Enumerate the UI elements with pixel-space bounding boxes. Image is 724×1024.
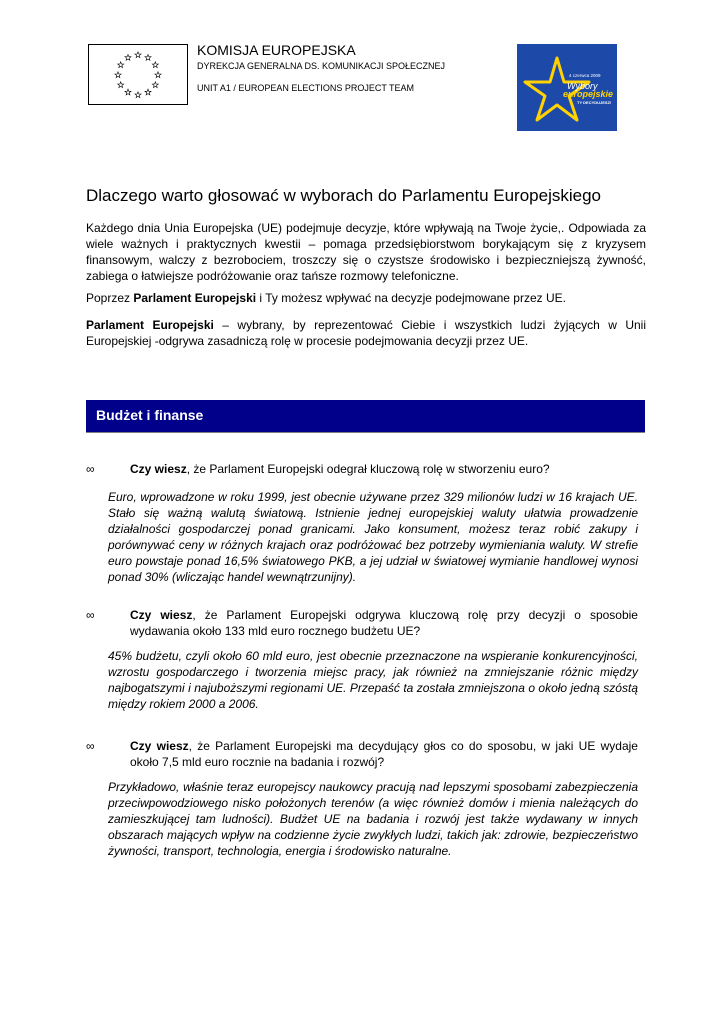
p3-bold: Parlament Europejski <box>86 318 214 332</box>
unit-name: UNIT A1 / EUROPEAN ELECTIONS PROJECT TEAM <box>197 83 415 93</box>
star-icon <box>145 54 151 60</box>
answer-3: Przykładowo, właśnie teraz europejscy naukowcy pracują nad lepszymi sposobami zabezpieczenia przeciwpowodziowego nisko położonych terenów (a więc również domów i mienia należących do zamieszkującej tam ludności). Budżet UE na badania i rozwój jest także wydawany w innych obszarach mających wpływ na codzienne życie zwykłych ludzi, takich jak: zdrowie, bezpieczeństwo żywności, transport, technologia, energia i środowisko naturalne. <box>108 780 638 858</box>
p2-pre: Poprzez <box>86 291 134 305</box>
question-2-lead: Czy wiesz <box>130 608 193 622</box>
commission-title: KOMISJA EUROPEJSKA <box>197 42 356 58</box>
page-title: Dlaczego warto głosować w wyborach do Parlamentu Europejskiego <box>86 186 601 205</box>
question-3 <box>130 738 638 770</box>
question-3-lead: Czy wiesz <box>130 739 189 753</box>
question-1 <box>130 461 638 477</box>
intro-paragraph-1: Każdego dnia Unia Europejska (UE) podejmuje decyzje, które wpływają na Twoje życie,. Odpowiada za wiele ważnych i praktycznych kwestii – pomaga przedsiębiorstwom borykającym się z kryzysem finansowym, walczy z bezrobociem, troszczy się o czystsze środowisko i bezpieczniejszą żywność, zabiega o łatwiejsze podróżowanie oraz tańsze rozmowy telefoniczne. <box>86 221 646 283</box>
star-icon <box>145 89 151 95</box>
p2-post: i Ty możesz wpływać na decyzje podejmowane przez UE. <box>256 291 566 305</box>
star-icon <box>135 52 141 58</box>
star-icon <box>155 72 161 78</box>
section-title: Budżet i finanse <box>96 407 204 423</box>
p2-bold: Parlament Europejski <box>133 291 257 305</box>
logo-line1: Wybory <box>567 81 598 91</box>
logo-line2: europejskie <box>563 89 614 99</box>
star-circle-icon <box>89 45 187 104</box>
question-2-text: , że Parlament Europejski odgrywa kluczową rolę przy decyzji o sposobie wydawania około 133 mld euro rocznego budżetu UE? <box>130 608 638 638</box>
star-icon <box>135 92 141 98</box>
star-icon <box>118 62 124 68</box>
p3-post: – wybrany, by reprezentować Ciebie i wszystkich ludzi żyjących w Unii Europejskiej -odgrywa zasadniczą rolę w procesie podejmowania decyzji przez UE. <box>86 318 646 348</box>
star-icon <box>152 62 158 68</box>
section-header <box>86 400 645 433</box>
intro-paragraph-2 <box>86 290 646 306</box>
question-2 <box>130 607 638 639</box>
answer-1: Euro, wprowadzone w roku 1999, jest obecnie używane przez 329 milionów ludzi w 16 krajach UE. Stało się ważną walutą światową. Istnienie jednej europejskiej waluty ułatwia prowadzenie działalności gospodarczej ponad granicami. Jako konsument, możesz teraz robić zakupy i porównywać ceny w różnych krajach oraz podróżować bez potrzeby wymieniania waluty. W strefie euro powstaje ponad 16,5% światowego PKB, a jej udział w światowej wymianie handlowej wynosi ponad 30% (wliczając handel wewnątrzunijny). <box>108 490 638 584</box>
elections-logo <box>517 44 617 131</box>
logo-date: 4 czerwca 2009 <box>569 73 601 78</box>
logo-line3: TY DECYDUJESZ! <box>577 100 612 105</box>
intro-paragraph-3 <box>86 317 646 349</box>
bullet-icon: ∞ <box>86 739 95 753</box>
question-1-lead: Czy wiesz <box>130 462 187 476</box>
eu-flag-logo <box>88 44 188 105</box>
bullet-icon: ∞ <box>86 462 95 476</box>
star-icon <box>125 89 131 95</box>
directorate-general: DYREKCJA GENERALNA DS. KOMUNIKACJI SPOŁECZNEJ <box>197 61 446 71</box>
star-icon <box>125 54 131 60</box>
star-icon <box>115 72 121 78</box>
question-1-text: , że Parlament Europejski odegrał kluczową rolę w stworzeniu euro? <box>186 462 550 476</box>
bullet-icon: ∞ <box>86 608 95 622</box>
star-icon <box>118 82 124 88</box>
question-3-text: , że Parlament Europejski ma decydujący głos co do sposobu, w jaki UE wydaje około 7,5 mld euro rocznie na badania i rozwój? <box>130 739 638 769</box>
answer-2: 45% budżetu, czyli około 60 mld euro, jest obecnie przeznaczone na wspieranie konkurencyjności, wzrostu gospodarczego i tworzenia miejsc pracy, jak również na zmniejszanie różnic między najbogatszymi i najuboższymi regionami UE. Przepaść ta została zmniejszona o około jedną szóstą między rokiem 2000 a 2006. <box>108 649 638 711</box>
star-icon <box>152 82 158 88</box>
